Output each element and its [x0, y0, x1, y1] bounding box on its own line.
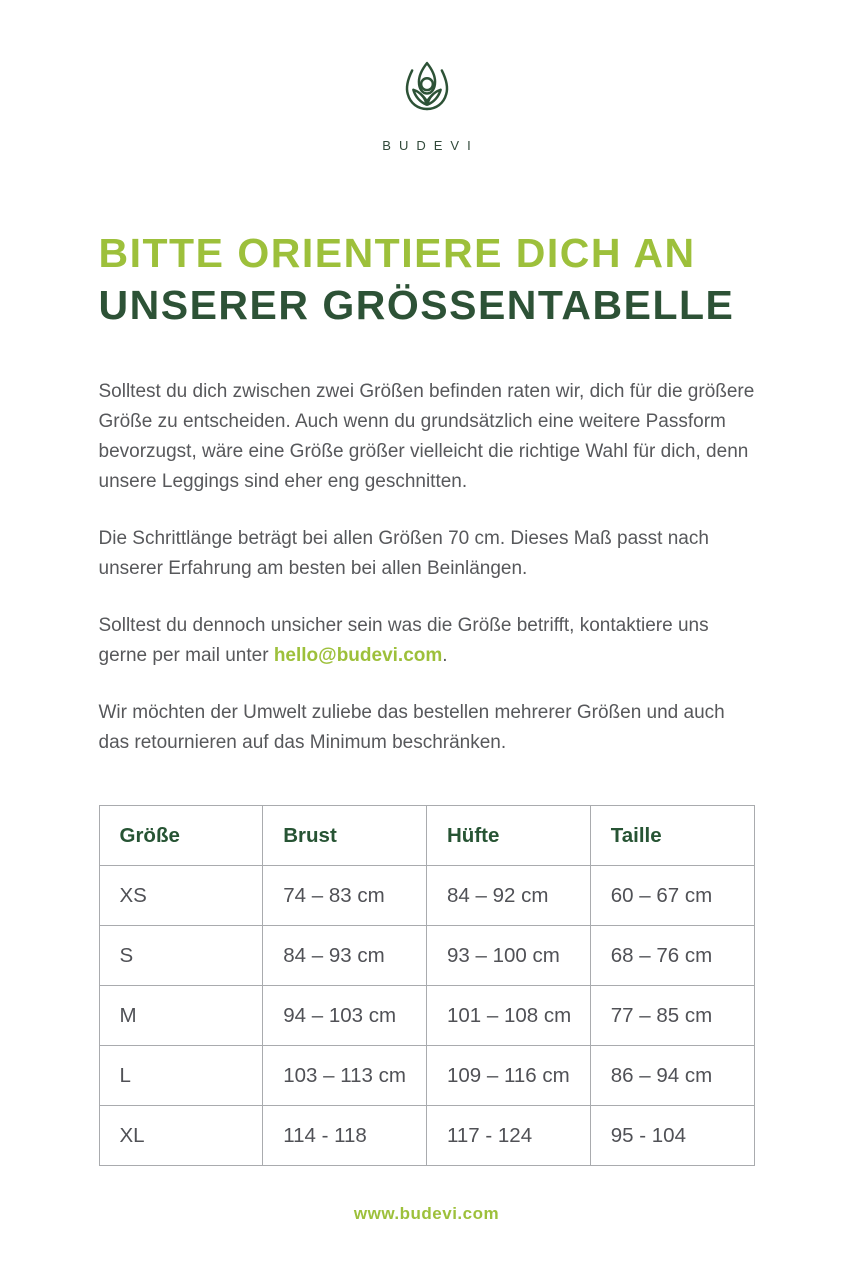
cell-size: L	[99, 1046, 263, 1106]
size-table-head	[99, 806, 754, 866]
lotus-icon	[99, 56, 755, 131]
cell-huefte: 117 - 124	[427, 1106, 591, 1166]
table-row-m	[99, 986, 754, 1046]
page-title-line-2: UNSERER GRÖSSENTABELLE	[98, 282, 735, 328]
size-table-body	[99, 866, 754, 1166]
paragraph-size-advice: Solltest du dich zwischen zwei Größen befinden raten wir, dich für die größere Größe zu entscheiden. Auch wenn du grundsätzlich eine weitere Passform bevorzugst, wäre eine Größe größer vielleicht die richtige Wahl für dich, denn unsere Leggings sind eher eng geschnitten.	[98, 381, 755, 492]
email-link[interactable]: hello@budevi.com	[273, 645, 443, 666]
table-row-l	[99, 1046, 754, 1106]
cell-brust: 74 – 83 cm	[263, 866, 427, 926]
table-row-s	[99, 926, 754, 986]
intro-text	[99, 377, 755, 758]
cell-brust: 103 – 113 cm	[263, 1046, 427, 1106]
cell-taille: 60 – 67 cm	[590, 866, 754, 926]
cell-taille: 68 – 76 cm	[590, 926, 754, 986]
paragraph-inseam: Die Schrittlänge beträgt bei allen Größen 70 cm. Dieses Maß passt nach unserer Erfahrung am besten bei allen Beinlängen.	[98, 528, 709, 579]
cell-size: XS	[99, 866, 263, 926]
table-row-xl	[99, 1106, 754, 1166]
table-header-row	[99, 806, 754, 866]
paragraph-environment: Wir möchten der Umwelt zuliebe das bestellen mehrerer Größen und auch das retournieren auf das Minimum beschränken.	[98, 702, 725, 753]
cell-size: M	[99, 986, 263, 1046]
brand-wordmark: BUDEVI	[382, 138, 479, 153]
website-link[interactable]: www.budevi.com	[353, 1204, 500, 1223]
cell-size: S	[99, 926, 263, 986]
cell-brust: 84 – 93 cm	[263, 926, 427, 986]
page-title-line-1: BITTE ORIENTIERE DICH AN	[98, 230, 696, 276]
cell-huefte: 109 – 116 cm	[427, 1046, 591, 1106]
column-header-brust: Brust	[263, 806, 427, 866]
cell-taille: 95 - 104	[590, 1106, 754, 1166]
paragraph-contact-period: .	[442, 645, 448, 666]
cell-brust: 114 - 118	[263, 1106, 427, 1166]
page-title	[99, 227, 755, 331]
brand-header	[99, 0, 755, 153]
column-header-groesse: Größe	[99, 806, 263, 866]
paragraph-contact-text: Solltest du dennoch unsicher sein was die Größe betrifft, kontaktiere uns gerne per mail unter	[98, 615, 709, 666]
cell-size: XL	[99, 1106, 263, 1166]
cell-huefte: 101 – 108 cm	[427, 986, 591, 1046]
column-header-huefte: Hüfte	[427, 806, 591, 866]
cell-huefte: 93 – 100 cm	[427, 926, 591, 986]
cell-taille: 77 – 85 cm	[590, 986, 754, 1046]
cell-huefte: 84 – 92 cm	[427, 866, 591, 926]
size-table	[99, 805, 755, 1166]
cell-taille: 86 – 94 cm	[590, 1046, 754, 1106]
content-column	[99, 0, 755, 1224]
table-row-xs	[99, 866, 754, 926]
paragraph-contact	[99, 611, 755, 671]
page-footer	[99, 1204, 755, 1224]
cell-brust: 94 – 103 cm	[263, 986, 427, 1046]
column-header-taille: Taille	[590, 806, 754, 866]
